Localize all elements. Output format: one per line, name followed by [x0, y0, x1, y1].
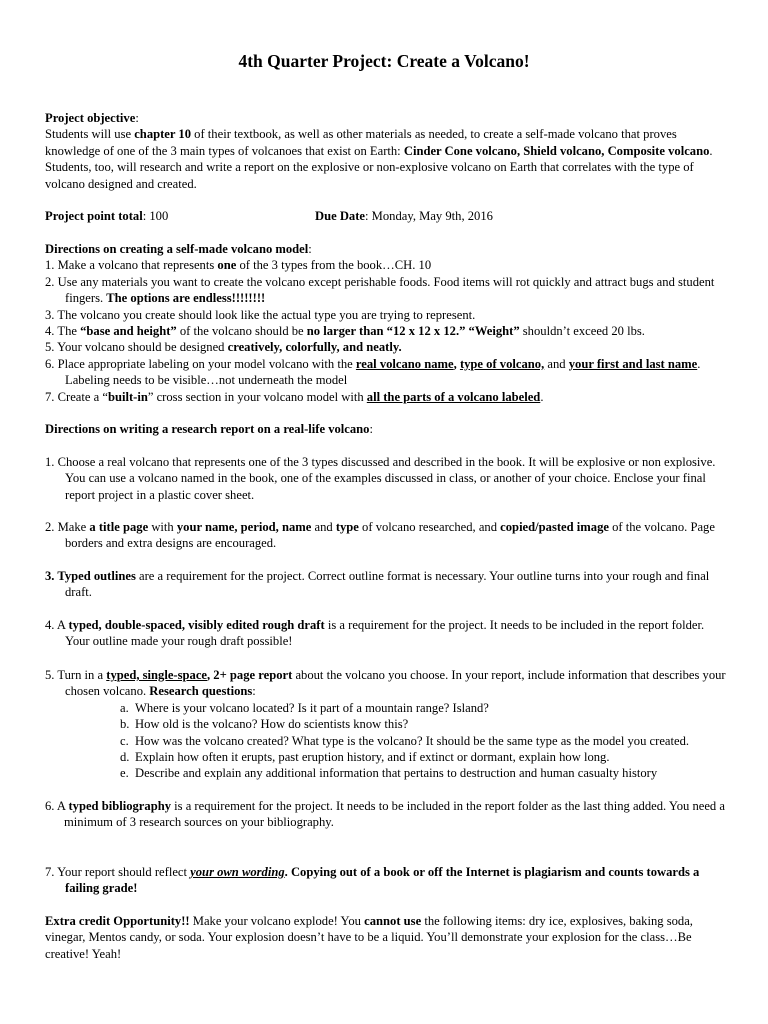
points-total — [45, 209, 168, 223]
text-span: Place appropriate labeling on your model volcano with the — [57, 356, 356, 371]
text-span: : — [369, 422, 373, 436]
text-span: Where is your volcano located? Is it part of a mountain range? Island? — [135, 700, 489, 715]
model-item-3 — [45, 307, 728, 323]
text-span: The options are endless!!!!!!!! — [106, 291, 266, 306]
text-span: your own wording — [190, 865, 285, 879]
text-span: A — [56, 618, 69, 632]
text-span: Make a volcano that represents — [57, 258, 218, 273]
text-span: creatively, colorfully, and neatly. — [227, 340, 402, 355]
report-item-3 — [45, 568, 728, 601]
text-span: . — [540, 389, 544, 404]
objective-section — [45, 110, 728, 192]
points-due-row — [45, 208, 728, 224]
text-span: Project objective — [45, 111, 136, 125]
text-span: , — [453, 356, 460, 371]
text-span: “base and height” — [80, 324, 177, 339]
page-title: 4th Quarter Project: Create a Volcano! — [238, 51, 530, 71]
model-item-4 — [45, 323, 728, 339]
text-span: 3. — [45, 569, 58, 583]
model-item-7 — [45, 389, 728, 405]
model-heading — [45, 241, 728, 257]
text-span: Due Date — [315, 209, 366, 223]
text-span: are a requirement for the project. Correct outline format is necessary. Your outline turns into your rough and final draft. — [65, 569, 710, 600]
report-item-4 — [45, 617, 728, 650]
text-span: A — [56, 799, 69, 813]
text-span: and — [311, 520, 336, 534]
text-span: built-in — [107, 389, 148, 404]
text-span: one — [217, 258, 237, 273]
text-span: Make — [57, 520, 90, 534]
text-span: Choose a real volcano that represents one of the 3 types discussed and described in the book. It will be explosive or non explosive. You can use a volcano named in the book, one of the examples discussed in class, or another of your choice. Enclose your final report project in a plastic cover sheet. — [57, 455, 716, 502]
report-heading — [45, 421, 728, 437]
text-span: Typed outlines — [57, 569, 136, 583]
due-date — [315, 208, 493, 224]
text-span: : — [252, 684, 256, 699]
text-span: ” cross section in your volcano model with — [147, 389, 367, 404]
text-span: shouldn’t exceed 20 lbs. — [519, 324, 645, 339]
text-span: 2+ page report — [213, 668, 293, 682]
text-span: chapter 10 — [134, 127, 192, 142]
text-span: 2. — [45, 274, 58, 289]
text-span: copied/pasted image — [500, 520, 609, 534]
text-span: 5. — [45, 668, 58, 682]
text-span: of the 3 types from the book…CH. 10 — [236, 258, 432, 273]
text-span: 4. — [45, 324, 58, 339]
text-span: How was the volcano created? What type is the volcano? It should be the same type as the model you created. — [135, 733, 690, 748]
text-span: c. — [120, 733, 129, 748]
text-span: of the volcano should be — [176, 324, 307, 339]
objective-heading — [45, 110, 728, 126]
report-item-7 — [45, 864, 728, 897]
research-question — [45, 700, 728, 716]
text-span: cannot use — [364, 914, 422, 928]
text-span: type of volcano, — [459, 356, 545, 371]
text-span: and — [544, 356, 569, 371]
text-span: of the volcano. Page borders and extra designs are encouraged. — [65, 520, 715, 551]
text-span: b. — [120, 717, 130, 732]
report-item-1 — [45, 454, 728, 503]
text-span: 4. — [45, 618, 57, 632]
text-span: Students will use — [45, 127, 135, 142]
objective-text — [45, 126, 728, 192]
text-span: 1. — [45, 258, 58, 273]
text-span: of their textbook, as well as other materials as needed, to create a self-made volcano that proves knowledge of one of the 3 main types of volcanoes that exist on Earth: — [45, 127, 677, 158]
text-span: Cinder Cone volcano, Shield volcano, Composite volcano — [403, 143, 710, 158]
text-span: 2. — [45, 520, 58, 534]
extra-credit — [45, 913, 728, 962]
text-span: is a requirement for the project. It needs to be included in the report folder. Your outline made your rough draft possible! — [65, 618, 705, 649]
text-span: Research questions — [149, 684, 253, 699]
text-span: your first and last name — [568, 356, 698, 371]
text-span: e. — [120, 766, 129, 781]
text-span: Make your volcano explode! You — [189, 914, 365, 928]
model-item-5 — [45, 339, 728, 355]
text-span: with — [148, 520, 177, 534]
model-directions — [45, 241, 728, 405]
text-span: Your volcano should be designed — [57, 340, 228, 355]
text-span: . Copying out of a book or off the Internet is plagiarism and counts towards a failing grade! — [65, 865, 700, 896]
text-span: How old is the volcano? How do scientists know this? — [135, 717, 409, 732]
text-span: 1. — [45, 455, 58, 469]
text-span: 5. — [45, 340, 58, 355]
research-question — [45, 716, 728, 732]
text-span: 7. — [45, 865, 58, 879]
text-span: Use any materials you want to create the volcano except perishable foods. Food items will rot quickly and attract bugs and student fingers. — [57, 274, 715, 306]
text-span: of volcano researched, and — [358, 520, 501, 534]
text-span: a. — [120, 700, 129, 715]
text-span: typed, single-space — [106, 668, 207, 682]
text-span: 3. — [45, 307, 58, 322]
text-span: the following items: dry ice, explosives, baking soda, vinegar, Mentos candy, or soda. Your explosion doesn’t have to be a liquid. You’ll demonstrate your explosion for the class…Be creative! Yeah! — [45, 914, 693, 961]
model-item-6 — [45, 356, 728, 389]
text-span: your name, period, name — [176, 520, 312, 534]
text-span: Turn in a — [57, 668, 107, 682]
text-span: d. — [120, 750, 130, 765]
text-span: Your report should reflect — [57, 865, 191, 879]
text-span: : — [308, 242, 312, 256]
text-span: The — [57, 324, 81, 339]
text-span: typed bibliography — [68, 799, 171, 813]
report-item-5 — [45, 667, 728, 782]
text-span: . Students, too, will research and write a report on the explosive or non-explosive volcano on Earth that correlates with the type of volcano designed and created. — [45, 143, 713, 191]
text-span: no larger than “12 x 12 x 12.” “Weight” — [306, 324, 520, 339]
model-item-1 — [45, 257, 728, 273]
text-span: typed, double-spaced, visibly edited rough draft — [68, 618, 325, 632]
text-span: is a requirement for the project. It needs to be included in the report folder as the last thing added. You need a minimum of 3 research sources on your bibliography. — [64, 799, 725, 830]
text-span: 6. — [45, 799, 57, 813]
text-span: real volcano name — [355, 356, 454, 371]
text-span: , — [207, 668, 214, 682]
model-item-2 — [45, 274, 728, 307]
text-span: Create a “ — [57, 389, 108, 404]
text-span: The volcano you create should look like the actual type you are trying to represent. — [57, 307, 476, 322]
text-span: : — [135, 111, 139, 125]
research-question — [45, 765, 728, 781]
research-question — [45, 733, 728, 749]
text-span: Directions on writing a research report on a real-life volcano — [45, 422, 370, 436]
text-span: a title page — [89, 520, 149, 534]
research-question — [45, 749, 728, 765]
text-span: . Labeling needs to be visible…not underneath the model — [65, 356, 701, 388]
text-span: 7. — [45, 389, 58, 404]
report-item-6 — [45, 798, 728, 831]
text-span: type — [335, 520, 359, 534]
text-span: 6. — [45, 356, 58, 371]
text-span: all the parts of a volcano labeled — [366, 389, 541, 404]
text-span: : Monday, May 9th, 2016 — [365, 209, 493, 223]
text-span: Describe and explain any additional information that pertains to destruction and human casualty history — [135, 766, 658, 781]
text-span: : 100 — [142, 209, 169, 223]
text-span: Explain how often it erupts, past eruption history, and if extinct or dormant, explain how long. — [135, 750, 610, 765]
report-item-2 — [45, 519, 728, 552]
text-span: Directions on creating a self-made volcano model — [45, 242, 309, 256]
text-span: Project point total — [45, 209, 143, 223]
text-span: about the volcano you choose. In your report, include information that describes your chosen volcano. — [65, 668, 726, 699]
text-span: Extra credit Opportunity!! — [45, 914, 190, 928]
